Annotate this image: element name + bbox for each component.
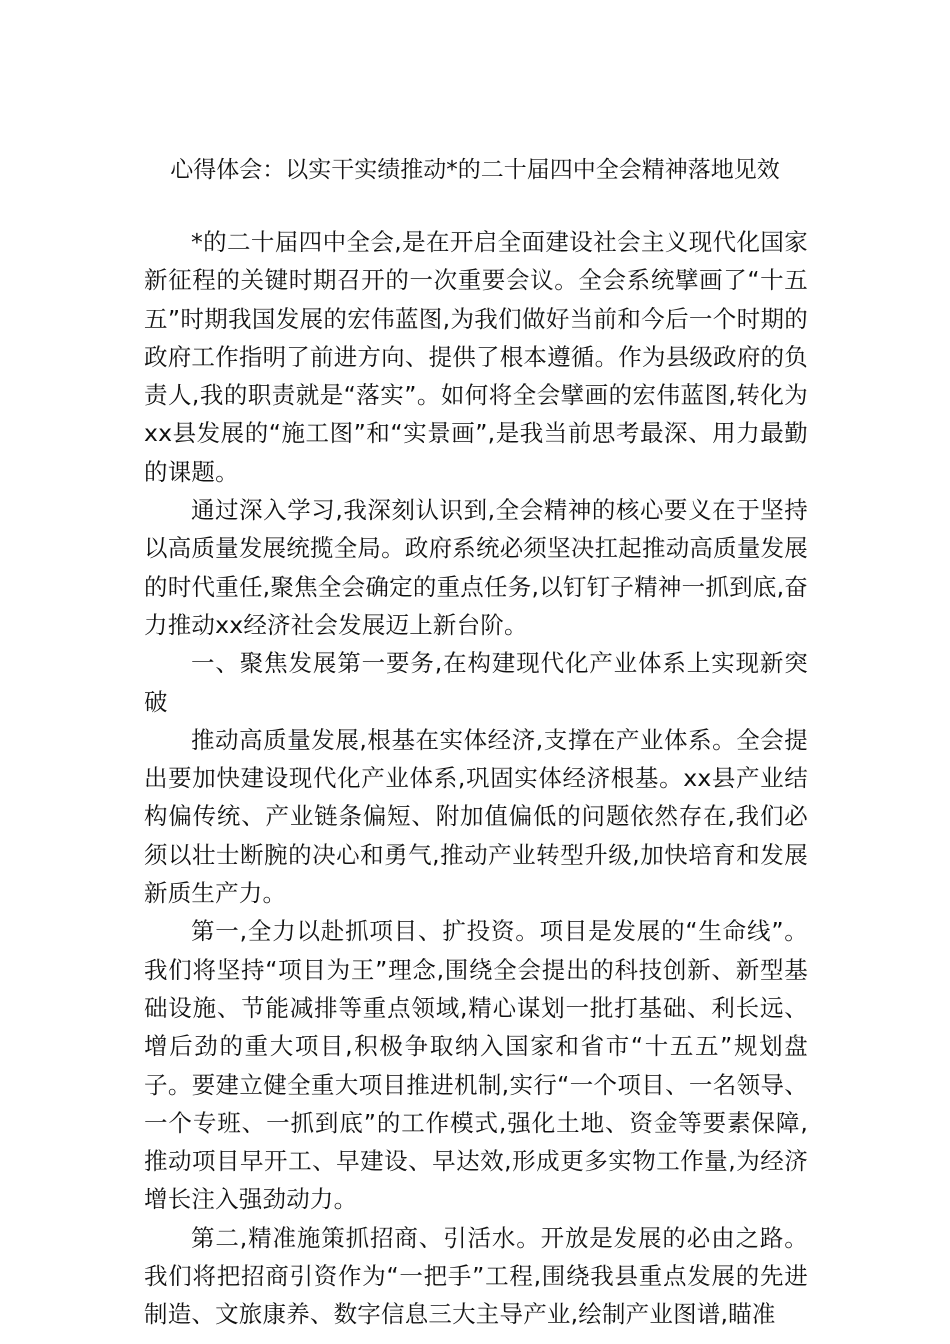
paragraph-investment: 第二,精准施策抓招商、引活水。开放是发展的必由之路。我们将把招商引资作为“一把手”工程,围绕我县重点发展的先进制造、文旅康养、数字信息三大主导产业,绘制产业图谱,瞄准 (144, 1223, 808, 1329)
paragraph-projects: 第一,全力以赴抓项目、扩投资。项目是发展的“生命线”。我们将坚持“项目为王”理念,围绕全会提出的科技创新、新型基础设施、节能减排等重点领域,精心谋划一批打基础、利长远、增后劲的重大项目,积极争取纳入国家和省市“十五五”规划盘子。要建立健全重大项目推进机制,实行“一个项目、一名领导、一个专班、一抓到底”的工作模式,强化土地、资金等要素保障,推动项目早开工、早建设、早达效,形成更多实物工作量,为经济增长注入强劲动力。 (144, 917, 808, 1214)
section-heading-1: 一、聚焦发展第一要务,在构建现代化产业体系上实现新突破 (144, 649, 808, 716)
paragraph-understanding: 通过深入学习,我深刻认识到,全会精神的核心要义在于坚持以高质量发展统揽全局。政府系统必须坚决扛起推动高质量发展的时代重任,聚焦全会确定的重点任务,以钉钉子精神一抓到底,奋力推动xx经济社会发展迈上新台阶。 (144, 496, 808, 639)
document-body (144, 223, 808, 1334)
paragraph-intro: *的二十届四中全会,是在开启全面建设社会主义现代化国家新征程的关键时期召开的一次重要会议。全会系统擘画了“十五五”时期我国发展的宏伟蓝图,为我们做好当前和今后一个时期的政府工作指明了前进方向、提供了根本遵循。作为县级政府的负责人,我的职责就是“落实”。如何将全会擘画的宏伟蓝图,转化为xx县发展的“施工图”和“实景画”,是我当前思考最深、用力最勤的课题。 (144, 228, 808, 486)
paragraph-industry: 推动高质量发展,根基在实体经济,支撑在产业体系。全会提出要加快建设现代化产业体系,巩固实体经济根基。xx县产业结构偏传统、产业链条偏短、附加值偏低的问题依然存在,我们必须以壮士断腕的决心和勇气,推动产业转型升级,加快培育和发展新质生产力。 (144, 725, 808, 908)
document-title: 心得体会：以实干实绩推动*的二十届四中全会精神落地见效 (170, 157, 780, 183)
